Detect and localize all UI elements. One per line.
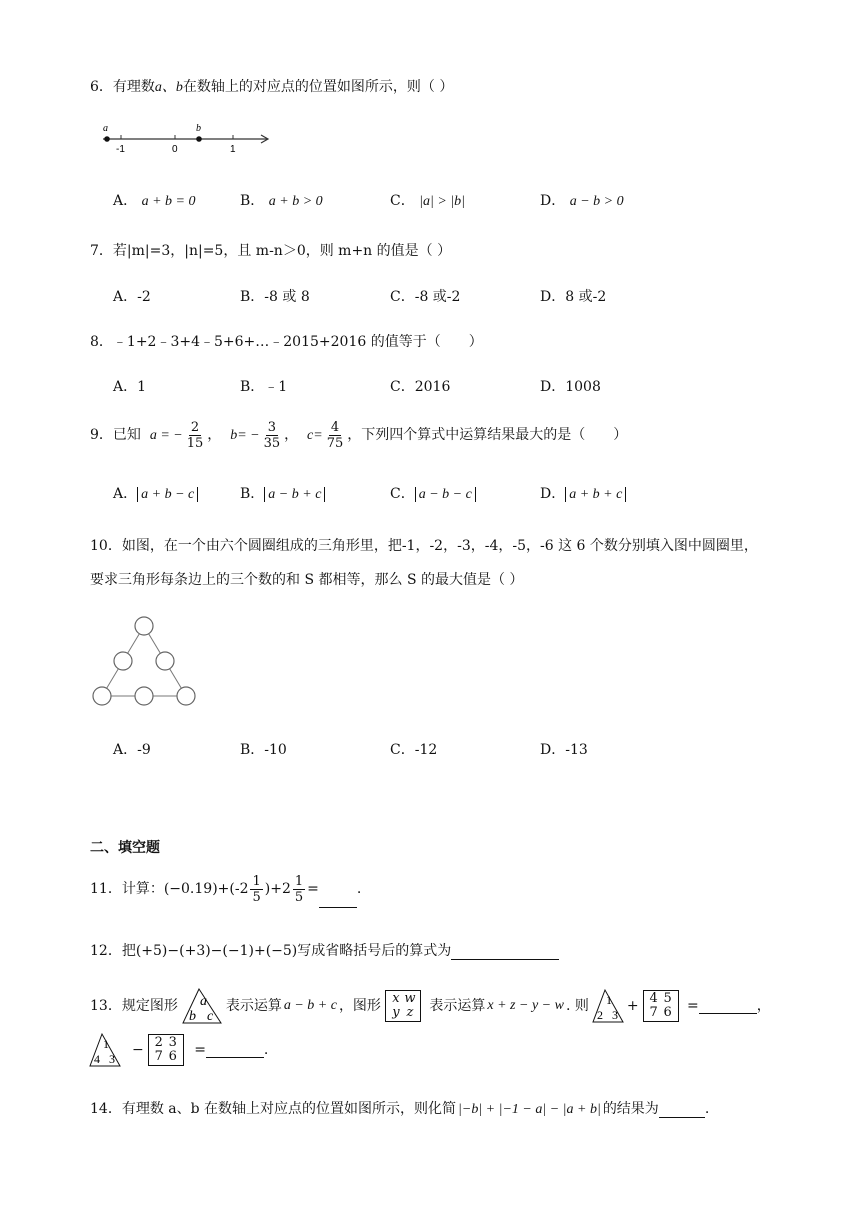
q10-option-a[interactable]: A．-9 bbox=[113, 742, 151, 758]
svg-text:3: 3 bbox=[109, 1052, 115, 1066]
svg-text:1: 1 bbox=[103, 1037, 109, 1051]
circle-right-mid bbox=[156, 652, 174, 670]
svg-text:a: a bbox=[199, 994, 207, 1009]
q9-option-a[interactable]: A． a + b − c bbox=[113, 483, 198, 503]
circle-bottom-mid bbox=[135, 687, 153, 705]
q6-option-a[interactable]: A． a + b = 0 bbox=[113, 193, 196, 209]
label-a: a bbox=[103, 123, 108, 134]
q7-option-c[interactable]: C．-8 或-2 bbox=[390, 289, 461, 305]
answer-blank-14[interactable] bbox=[659, 1103, 705, 1118]
q10-option-b[interactable]: B．-10 bbox=[240, 742, 287, 758]
fraction-11-1: $\frac{1}{5}$ bbox=[252, 873, 261, 905]
question-10-line1: 10．如图，在一个由六个圆圈组成的三角形里，把-1，-2，-3，-4，-5，-6 这 6 个数分别填入图中圆圈里， bbox=[90, 538, 758, 554]
q6-number-line bbox=[95, 118, 285, 156]
answer-blank-11[interactable] bbox=[319, 893, 357, 908]
q10-triangle-circles bbox=[88, 612, 200, 712]
question-14: 14．有理数 a、b 在数轴上对应点的位置如图所示，则化简 |−b| + |−1 − a| − |a + b| 的结果为 . bbox=[90, 1101, 710, 1117]
circle-bottom-right bbox=[177, 687, 195, 705]
fraction-a: $\frac{2}{15}$ bbox=[186, 419, 204, 451]
tick-label-0: 0 bbox=[172, 144, 178, 155]
svg-text:b: b bbox=[188, 1009, 196, 1024]
q7-option-d[interactable]: D．8 或-2 bbox=[540, 289, 607, 305]
q6-option-b[interactable]: B． a + b > 0 bbox=[240, 193, 323, 209]
fraction-11-2: $\frac{1}{5}$ bbox=[294, 873, 304, 905]
svg-text:2: 2 bbox=[596, 1008, 603, 1022]
svg-text:4: 4 bbox=[94, 1052, 100, 1066]
question-11: 11．计算：(−0.19)+(-2 $\frac{1}{5}$ )+2 $\frac{1}{5}$ = . bbox=[90, 870, 361, 908]
q9-option-d[interactable]: D． a + b + c bbox=[540, 483, 626, 503]
q7-option-a[interactable]: A．-2 bbox=[113, 289, 151, 305]
triangle-definition-icon bbox=[181, 987, 223, 1025]
q6-option-d[interactable]: D． a − b > 0 bbox=[540, 193, 624, 209]
section-title-fill-in: 二、填空题 bbox=[90, 840, 160, 856]
question-13-line2: 1 4 3 − 2 3 7 6 = . bbox=[88, 1030, 268, 1070]
question-10-line2: 要求三角形每条边上的三个数的和 S 都相等，那么 S 的最大值是（ ） bbox=[90, 572, 524, 588]
box-example-2-icon: 2 3 7 6 bbox=[148, 1034, 184, 1066]
svg-text:c: c bbox=[206, 1009, 214, 1024]
q10-option-c[interactable]: C．-12 bbox=[390, 742, 438, 758]
q8-option-b[interactable]: B．﹣1 bbox=[240, 379, 288, 395]
point-a bbox=[104, 136, 110, 142]
q7-option-b[interactable]: B．-8 或 8 bbox=[240, 289, 310, 305]
point-b bbox=[196, 136, 202, 142]
q8-option-d[interactable]: D．1008 bbox=[540, 379, 601, 395]
q8-option-c[interactable]: C．2016 bbox=[390, 379, 451, 395]
question-9-stem: 9．已知 a = − $\frac{2}{15}$ ， b= − $\frac{3}{35}$ ， c= $\frac{4}{75}$ ，下列四个算式中运算结果最大的是（ ） bbox=[90, 419, 628, 451]
triangle-example-1-icon bbox=[591, 988, 625, 1024]
fraction-b: $\frac{3}{35}$ bbox=[263, 419, 281, 451]
svg-text:1: 1 bbox=[605, 993, 612, 1007]
box-definition-icon: x w y z bbox=[385, 990, 421, 1022]
answer-blank-13-1[interactable] bbox=[699, 999, 757, 1014]
fraction-c: $\frac{4}{75}$ bbox=[326, 419, 344, 451]
question-12: 12．把(+5)−(+3)−(−1)+(−5)写成省略括号后的算式为 bbox=[90, 940, 559, 960]
answer-blank-12[interactable] bbox=[451, 945, 559, 960]
question-7-stem: 7．若|m|=3，|n|=5，且 m-n＞0，则 m+n 的值是（ ） bbox=[90, 243, 452, 259]
question-8-stem: 8．﹣1+2﹣3+4﹣5+6+…﹣2015+2016 的值等于（ ） bbox=[90, 334, 483, 350]
question-13-line1: 13．规定图形 a b c 表示运算 a − b + c ，图形 x w y z 表示运算 x + z − y − w . 则 1 2 3 + 4 5 7 6 = ， bbox=[90, 986, 771, 1026]
answer-blank-13-2[interactable] bbox=[206, 1043, 264, 1058]
q9-option-c[interactable]: C． a − b − c bbox=[390, 483, 476, 503]
circle-bottom-left bbox=[93, 687, 111, 705]
tick-label-neg1: -1 bbox=[116, 144, 125, 155]
q8-option-a[interactable]: A．1 bbox=[113, 379, 147, 395]
question-6-stem: 6．有理数a、b在数轴上的对应点的位置如图所示，则（ ） bbox=[90, 79, 454, 95]
q6-option-c[interactable]: C． |a| > |b| bbox=[390, 193, 466, 209]
box-example-1-icon: 4 5 7 6 bbox=[643, 990, 679, 1022]
circle-top bbox=[135, 617, 153, 635]
circle-left-mid bbox=[114, 652, 132, 670]
svg-text:3: 3 bbox=[611, 1008, 618, 1022]
tick-label-1: 1 bbox=[230, 144, 236, 155]
q9-option-b[interactable]: B． a − b + c bbox=[240, 483, 325, 503]
triangle-example-2-icon bbox=[88, 1032, 122, 1068]
q10-option-d[interactable]: D．-13 bbox=[540, 742, 588, 758]
label-b: b bbox=[196, 123, 201, 134]
